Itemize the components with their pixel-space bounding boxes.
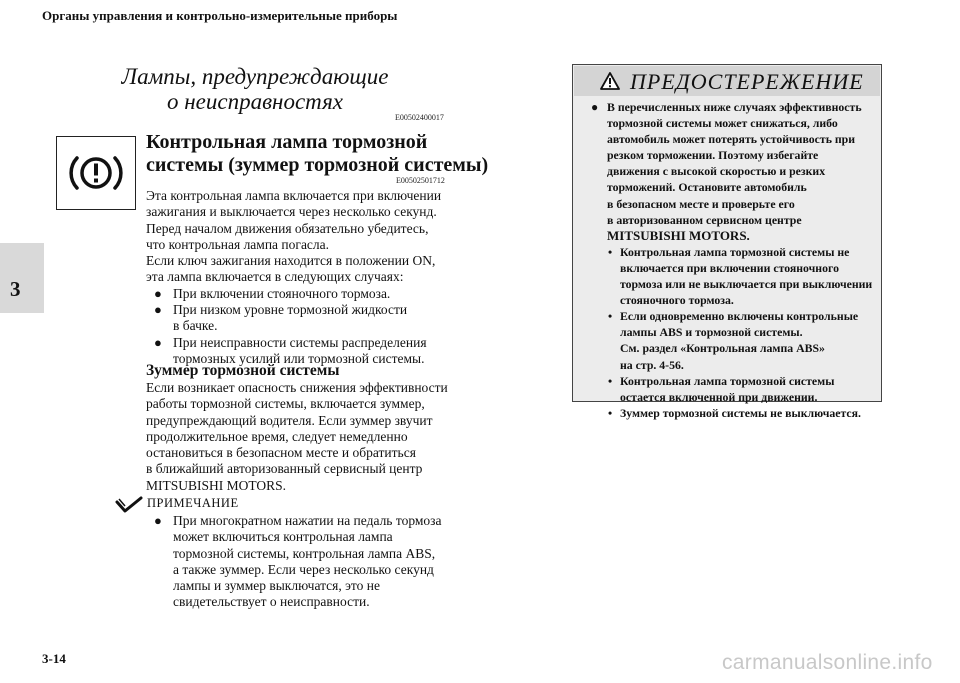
list-item-text: в бачке.	[173, 318, 218, 334]
list-item-text: тормозных усилий или тормозной системы.	[173, 350, 425, 366]
warning-sub-list	[585, 244, 875, 421]
buzzer-line: продолжительное время, следует немедленно	[146, 428, 408, 444]
brake-warning-icon-box	[56, 136, 136, 210]
warning-line: торможений. Остановите автомобиль	[607, 180, 807, 195]
warning-sub-line: См. раздел «Контрольная лампа ABS»	[620, 341, 825, 356]
warning-header	[574, 66, 880, 96]
list-item	[146, 302, 456, 335]
note-list	[146, 513, 456, 611]
warning-line: тормозной системы может снижаться, либо	[607, 116, 838, 131]
list-item	[585, 405, 875, 421]
warning-line: В перечисленных ниже случаях эффективность	[607, 100, 862, 114]
section-code: E00502501712	[396, 176, 445, 185]
brand-name: MITSUBISHI MOTORS.	[607, 227, 750, 243]
note-line: лампы и зуммер выключатся, это не	[173, 578, 380, 594]
warning-line: в безопасном месте и проверьте его	[607, 196, 795, 211]
note-line: тормозной системы, контрольная лампа ABS,	[173, 545, 436, 561]
chapter-number: 3	[10, 277, 21, 301]
buzzer-line: остановиться в безопасном месте и обратиться	[146, 445, 416, 461]
warning-sub-line: тормоза или не выключается при выключении	[620, 277, 873, 292]
para1-line: Перед началом движения обязательно убедитесь,	[146, 220, 429, 236]
buzzer-line: в ближайший авторизованный сервисный центр	[146, 461, 423, 477]
page-number: 3-14	[42, 651, 66, 666]
warning-sub-line: Если одновременно включены контрольные	[620, 309, 859, 324]
note-line: При многократном нажатии на педаль тормоза	[173, 513, 442, 528]
para2-line: эта лампа включается в следующих случаях:	[146, 269, 404, 285]
warning-triangle-icon	[600, 72, 620, 90]
buzzer-line: работы тормозной системы, включается зуммер,	[146, 396, 425, 412]
main-title	[100, 64, 410, 114]
section-title-line2: системы (зуммер тормозной системы)	[146, 154, 489, 176]
chapter-tab	[0, 243, 44, 313]
buzzer-line: Если возникает опасность снижения эффективности	[146, 380, 448, 395]
para1-line: Эта контрольная лампа включается при включении	[146, 188, 442, 203]
warning-line: резком торможении. Поэтому избегайте	[607, 148, 819, 163]
list-item	[146, 286, 456, 302]
brake-warning-icon	[57, 137, 135, 209]
buzzer-title: Зуммер тормозной системы	[146, 362, 340, 379]
para1-line: зажигания и выключается через несколько секунд.	[146, 204, 437, 220]
warning-sub-line: включается при включении стояночного	[620, 260, 839, 275]
warning-sub-line: лампы ABS и тормозной системы.	[620, 325, 803, 340]
list-item	[585, 308, 875, 372]
para1	[146, 188, 456, 253]
warning-content	[585, 99, 875, 421]
warning-sub-line: Контрольная лампа тормозной системы	[620, 373, 835, 388]
note-line: может включиться контрольная лампа	[173, 529, 393, 545]
section-title-line1: Контрольная лампа тормозной	[146, 131, 428, 153]
warning-line: в авторизованном сервисном центре	[607, 212, 802, 227]
list-item-text: При низком уровне тормозной жидкости	[173, 302, 408, 318]
watermark: carmanualsonline.info	[722, 651, 933, 674]
section-title	[146, 131, 488, 177]
list-item-text: При неисправности системы распределения	[173, 334, 427, 350]
note-line: а также зуммер. Если через несколько секунд	[173, 561, 434, 577]
warning-sub-line: остается включенной при движении.	[620, 389, 818, 404]
warning-title: ПРЕДОСТЕРЕЖЕНИЕ	[630, 69, 864, 94]
warning-sub-line: стояночного тормоза.	[620, 293, 734, 308]
warning-main	[585, 99, 875, 244]
main-title-line1: Лампы, предупреждающие	[121, 64, 389, 89]
buzzer-line: MITSUBISHI MOTORS.	[146, 477, 287, 493]
list-item	[585, 244, 875, 308]
section-body	[146, 188, 456, 367]
para2-line: Если ключ зажигания находится в положении ON,	[146, 253, 436, 269]
warning-sub-line: Контрольная лампа тормозной системы не	[620, 244, 850, 259]
buzzer-line: предупреждающий водителя. Если зуммер звучит	[146, 412, 433, 428]
condition-list	[146, 286, 456, 367]
note-label: ПРИМЕЧАНИЕ	[147, 496, 239, 510]
page-header: Органы управления и контрольно-измерительные приборы	[42, 8, 398, 23]
warning-line: движения с высокой скоростью и резких	[607, 164, 826, 179]
list-item	[146, 513, 456, 611]
buzzer-body	[146, 380, 456, 494]
note-line: свидетельствует о неисправности.	[173, 594, 370, 610]
para2	[146, 253, 456, 286]
list-item	[585, 373, 875, 405]
note-icon	[115, 496, 143, 514]
warning-box	[572, 64, 882, 420]
list-item-text: При включении стояночного тормоза.	[173, 285, 391, 301]
main-title-line2: о неисправностях	[167, 89, 343, 114]
warning-line: автомобиль может потерять устойчивость при	[607, 132, 856, 147]
main-code: E00502400017	[395, 113, 444, 122]
warning-sub-line: на стр. 4-56.	[620, 357, 684, 372]
para1-line: что контрольная лампа погасла.	[146, 236, 330, 252]
warning-sub-line: Зуммер тормозной системы не выключается.	[620, 405, 862, 420]
